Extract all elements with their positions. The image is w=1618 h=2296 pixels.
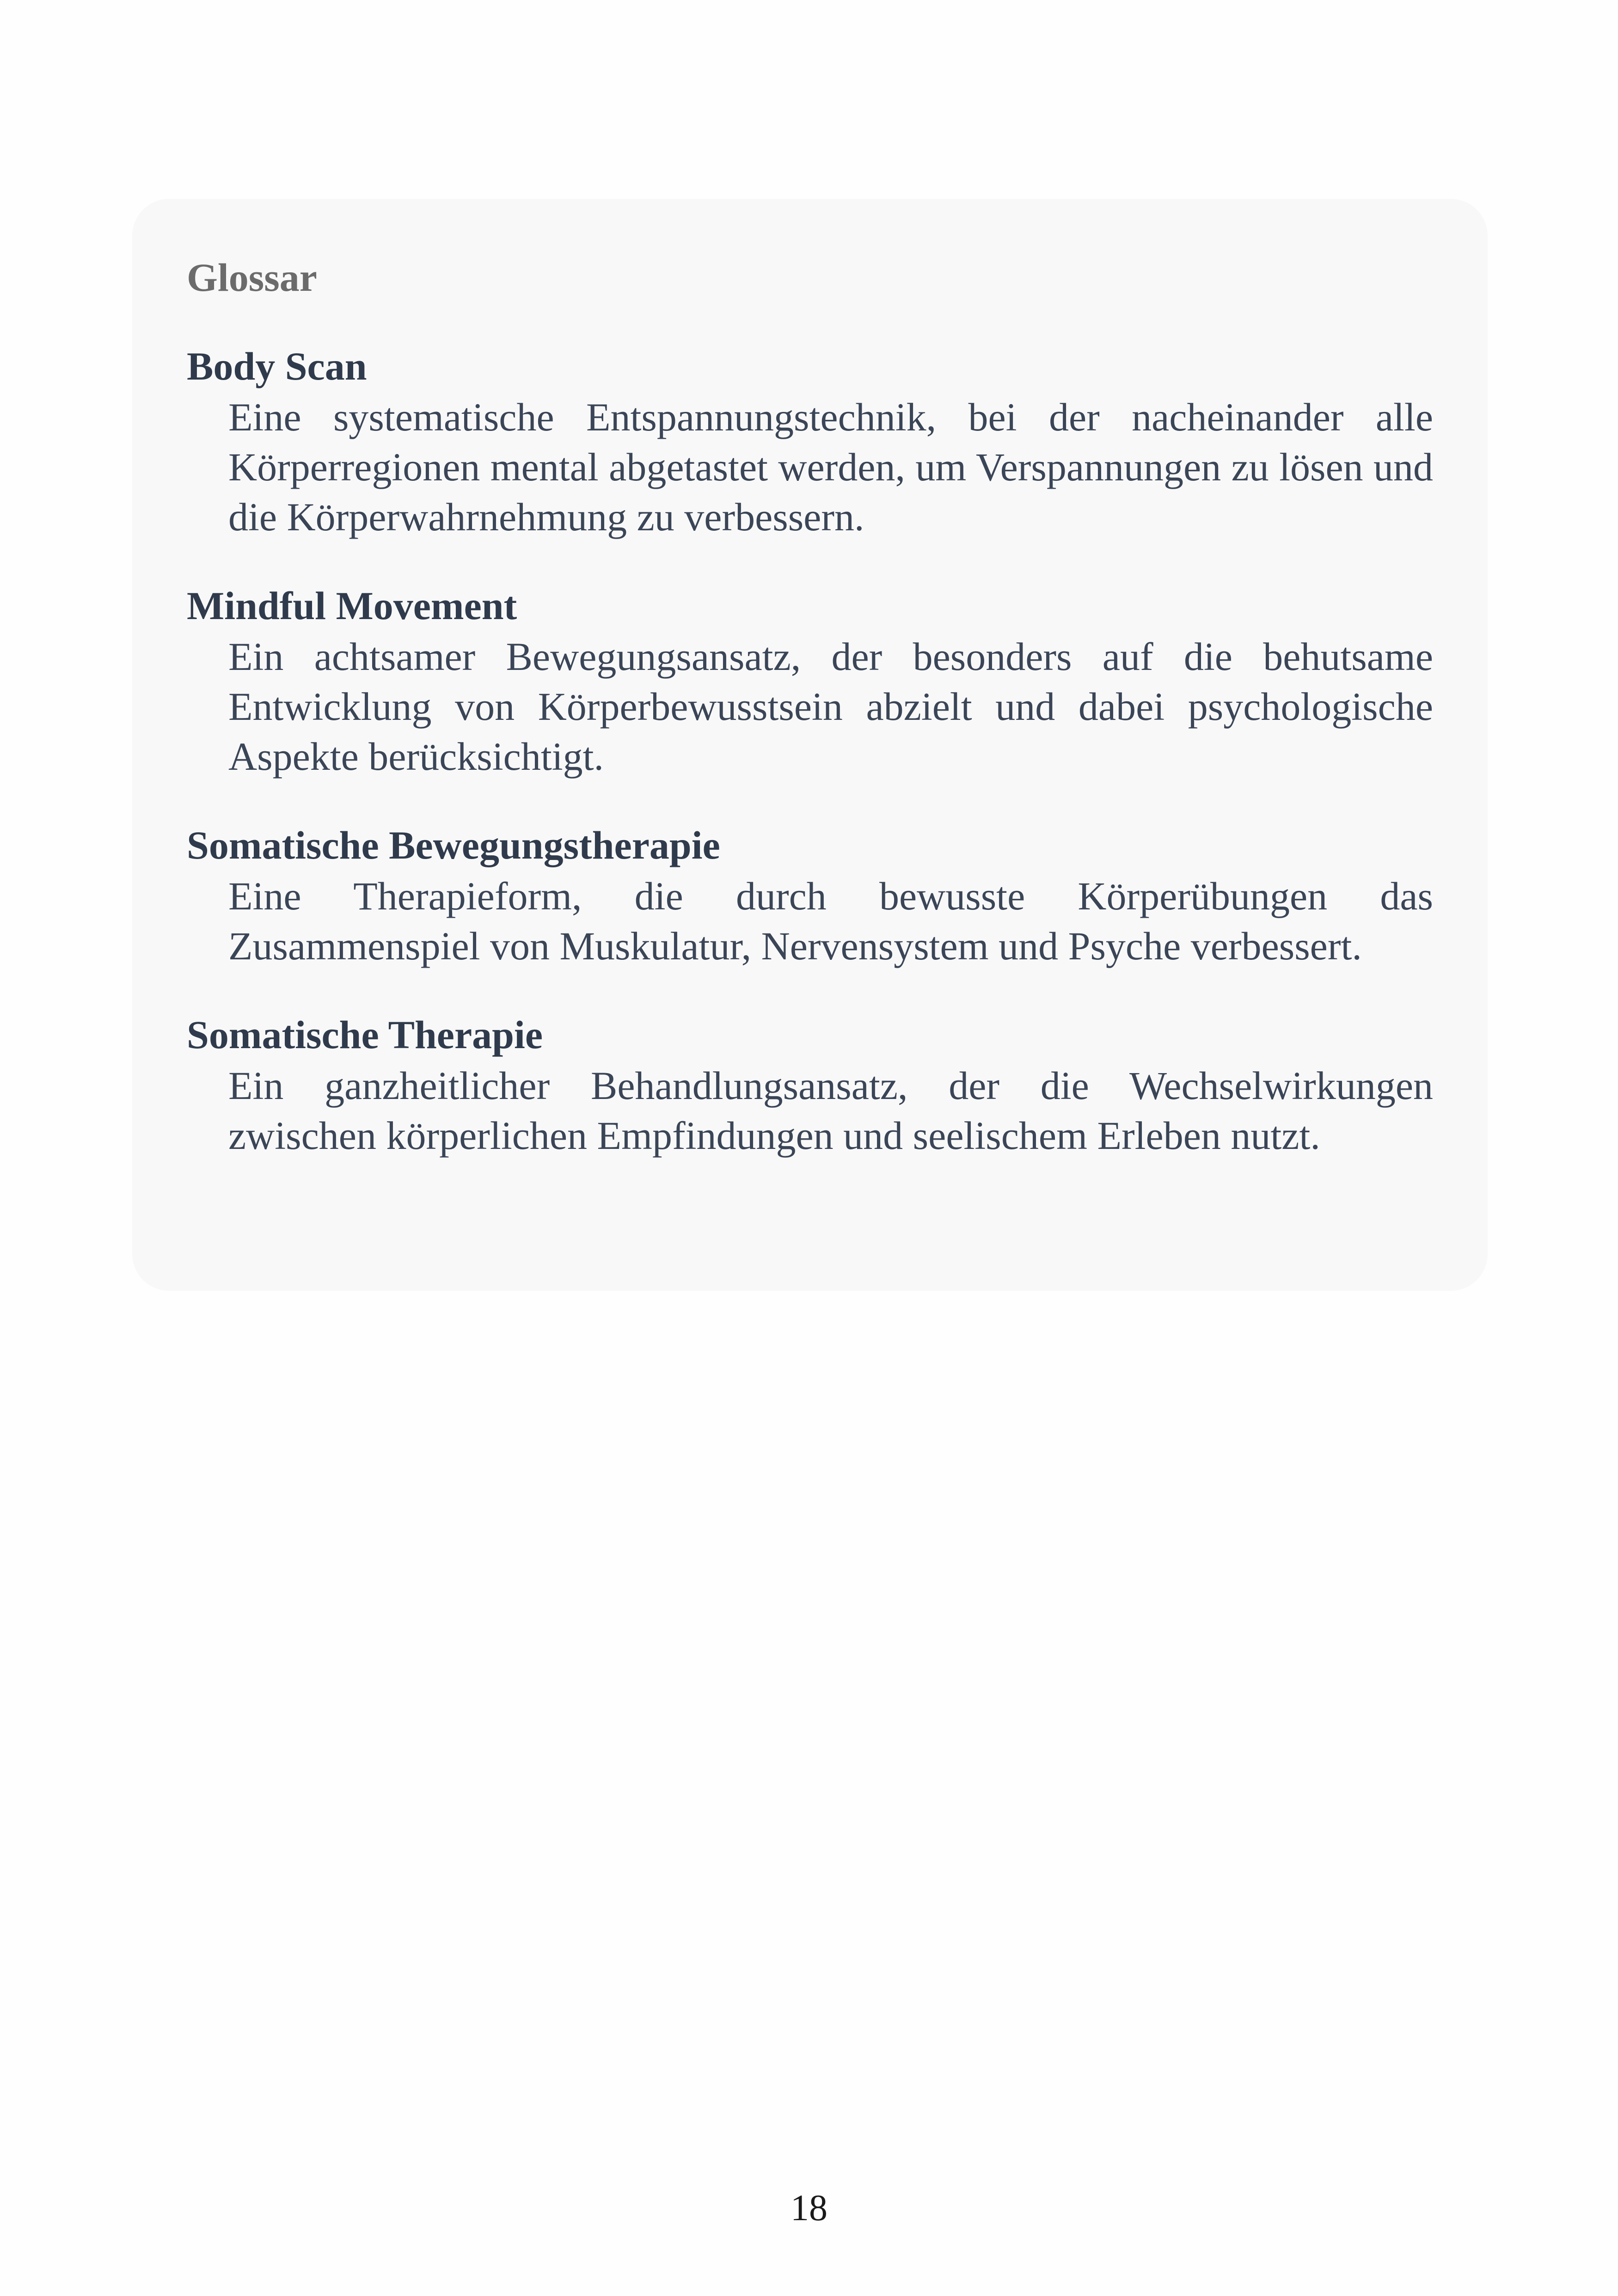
glossary-term: Somatische Bewegungstherapie (187, 823, 720, 867)
glossary-entry (187, 583, 1433, 781)
glossary-box (132, 199, 1488, 1291)
glossary-entry (187, 1012, 1433, 1160)
glossary-definition: Ein ganzheitlicher Behandlungsansatz, der die Wechselwirkungen zwischen körperlichen Empfindungen und seelischem Erleben nutzt. (228, 1063, 1433, 1158)
glossary-definition: Eine systematische Entspannungstechnik, bei der nacheinander alle Körperregionen mental abgetastet werden, um Verspannungen zu lösen und die Körperwahrnehmung zu verbessern. (228, 395, 1433, 539)
glossary-entry (187, 343, 1433, 542)
page-number: 18 (791, 2188, 827, 2228)
glossary-entry (187, 822, 1433, 971)
glossary-term: Mindful Movement (187, 583, 517, 628)
glossary-title: Glossar (187, 255, 317, 300)
glossary-term: Body Scan (187, 344, 367, 388)
glossary-definition: Eine Therapieform, die durch bewusste Körperübungen das Zusammenspiel von Muskulatur, Nervensystem und Psyche verbessert. (228, 874, 1433, 968)
glossary-term: Somatische Therapie (187, 1013, 543, 1057)
glossary-definition: Ein achtsamer Bewegungsansatz, der besonders auf die behutsame Entwicklung von Körperbewusstsein abzielt und dabei psychologische Aspekte berücksichtigt. (228, 634, 1433, 779)
